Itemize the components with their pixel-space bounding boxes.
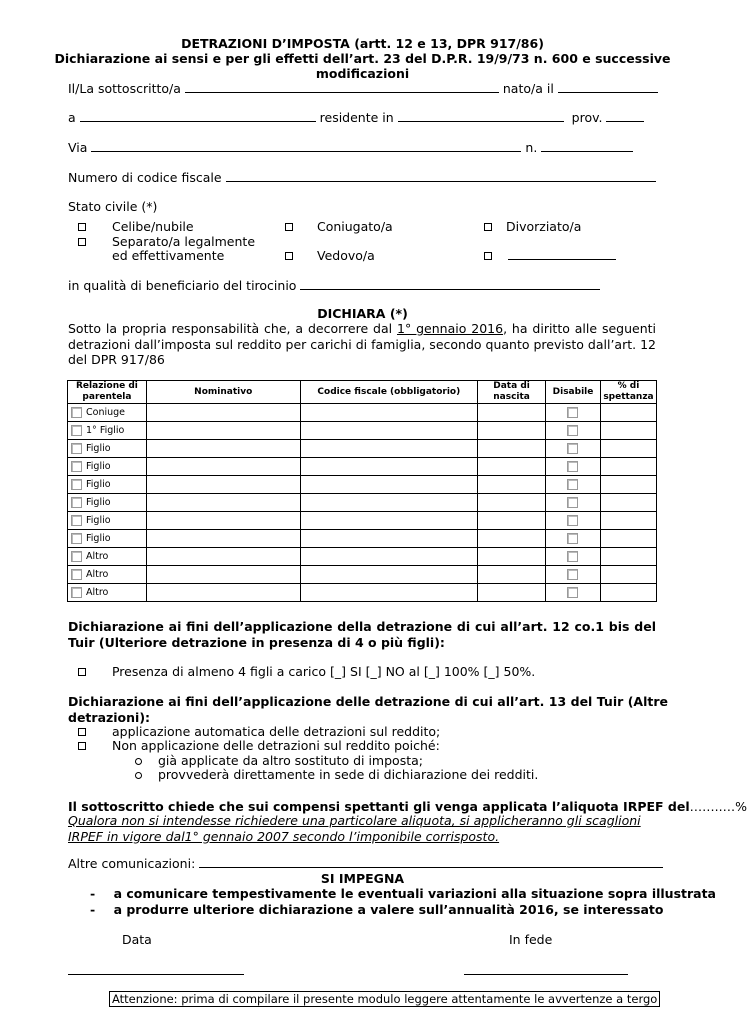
altre-row bbox=[68, 856, 663, 871]
checkbox-icon[interactable] bbox=[71, 443, 82, 454]
cell-relazione bbox=[68, 512, 147, 530]
checkbox-icon[interactable] bbox=[285, 252, 293, 260]
cell-nominativo[interactable] bbox=[146, 494, 300, 512]
relation-label: Altro bbox=[86, 551, 109, 562]
cell-spettanza[interactable] bbox=[600, 548, 656, 566]
dichiara-heading: DICHIARA (*) bbox=[317, 306, 408, 321]
cell-relazione bbox=[68, 584, 147, 602]
art13-sub1[interactable]: già applicate da altro sostituto di imposta; bbox=[135, 753, 423, 768]
header-relazione: Relazione di parentela bbox=[68, 381, 147, 404]
relation-label: Altro bbox=[86, 587, 109, 598]
stato-civile-label: Stato civile (*) bbox=[68, 199, 158, 214]
cell-nominativo[interactable] bbox=[146, 566, 300, 584]
disabile-checkbox-icon[interactable] bbox=[567, 461, 578, 472]
checkbox-icon[interactable] bbox=[78, 223, 86, 231]
data-label: Data bbox=[122, 932, 152, 947]
relation-label: Altro bbox=[86, 569, 109, 580]
prov-field[interactable] bbox=[606, 110, 644, 122]
residenza-field[interactable] bbox=[398, 110, 564, 122]
cell-spettanza[interactable] bbox=[600, 512, 656, 530]
prov-label: prov. bbox=[571, 110, 603, 125]
cell-data[interactable] bbox=[478, 494, 546, 512]
option-coniugato[interactable]: Coniugato/a bbox=[285, 219, 393, 234]
cell-spettanza[interactable] bbox=[600, 584, 656, 602]
a-label: a bbox=[68, 110, 76, 125]
attention-note: Attenzione: prima di compilare il presente modulo leggere attentamente le avvertenze a tergo bbox=[109, 991, 660, 1007]
cell-data[interactable] bbox=[478, 584, 546, 602]
disabile-checkbox-icon[interactable] bbox=[567, 479, 578, 490]
cell-relazione bbox=[68, 458, 147, 476]
cell-data[interactable] bbox=[478, 458, 546, 476]
altre-field[interactable] bbox=[199, 856, 663, 868]
qualita-label: in qualità di beneficiario del tirocinio bbox=[68, 278, 297, 293]
cell-disabile[interactable] bbox=[546, 584, 601, 602]
table-row bbox=[68, 548, 657, 566]
form-title: DETRAZIONI D’IMPOSTA (artt. 12 e 13, DPR 917/86) bbox=[181, 36, 544, 51]
altre-label: Altre comunicazioni: bbox=[68, 856, 196, 871]
form-subtitle: Dichiarazione ai sensi e per gli effetti dell’art. 23 del D.P.R. 19/9/73 n. 600 e successive modificazioni bbox=[54, 51, 671, 81]
cell-relazione bbox=[68, 548, 147, 566]
cell-disabile[interactable] bbox=[546, 566, 601, 584]
disabile-checkbox-icon[interactable] bbox=[567, 587, 578, 598]
circle-bullet-icon bbox=[135, 758, 142, 765]
nato-label: nato/a il bbox=[502, 81, 554, 96]
cell-data[interactable] bbox=[478, 548, 546, 566]
relation-label: Figlio bbox=[86, 443, 111, 454]
relation-label: Figlio bbox=[86, 479, 111, 490]
disabile-checkbox-icon[interactable] bbox=[567, 515, 578, 526]
cell-codice[interactable] bbox=[300, 476, 478, 494]
cell-data[interactable] bbox=[478, 422, 546, 440]
via-field[interactable] bbox=[91, 140, 521, 152]
cell-nominativo[interactable] bbox=[146, 512, 300, 530]
option-altro-stato[interactable] bbox=[484, 248, 616, 263]
checkbox-icon[interactable] bbox=[71, 461, 82, 472]
cell-nominativo[interactable] bbox=[146, 530, 300, 548]
cell-disabile[interactable] bbox=[546, 458, 601, 476]
cell-spettanza[interactable] bbox=[600, 566, 656, 584]
sottoscritto-field[interactable] bbox=[185, 81, 499, 93]
impegna-item2: - a produrre ulteriore dichiarazione a valere sull’annualità 2016, se interessato bbox=[90, 902, 664, 917]
infede-label: In fede bbox=[509, 932, 553, 947]
cell-nominativo[interactable] bbox=[146, 404, 300, 422]
checkbox-icon[interactable] bbox=[78, 728, 86, 736]
checkbox-icon[interactable] bbox=[285, 223, 293, 231]
irpef-note: Qualora non si intendesse richiedere una particolare aliquota, si applicheranno gli scaglioni IRPEF in vigore dal1° gennaio 2007 secondo l’imponibile corrisposto. bbox=[68, 813, 641, 844]
option-celibe[interactable]: Celibe/nubile bbox=[78, 219, 194, 234]
cell-codice[interactable] bbox=[300, 566, 478, 584]
irpef-row bbox=[68, 799, 747, 814]
n-label: n. bbox=[525, 140, 538, 155]
cell-relazione bbox=[68, 404, 147, 422]
checkbox-icon[interactable] bbox=[71, 533, 82, 544]
table-row bbox=[68, 422, 657, 440]
cell-data[interactable] bbox=[478, 440, 546, 458]
cell-codice[interactable] bbox=[300, 458, 478, 476]
cell-codice[interactable] bbox=[300, 530, 478, 548]
relation-label: Coniuge bbox=[86, 407, 126, 418]
data-field[interactable] bbox=[68, 974, 244, 975]
checkbox-icon[interactable] bbox=[71, 425, 82, 436]
cell-codice[interactable] bbox=[300, 494, 478, 512]
family-table bbox=[67, 380, 657, 602]
cell-relazione bbox=[68, 440, 147, 458]
firma-field[interactable] bbox=[464, 974, 628, 975]
cell-disabile[interactable] bbox=[546, 440, 601, 458]
cell-disabile[interactable] bbox=[546, 530, 601, 548]
cell-relazione bbox=[68, 566, 147, 584]
header-data: Data di nascita bbox=[478, 381, 546, 404]
checkbox-icon[interactable] bbox=[71, 407, 82, 418]
table-row bbox=[68, 404, 657, 422]
checkbox-icon[interactable] bbox=[78, 668, 86, 676]
cell-disabile[interactable] bbox=[546, 494, 601, 512]
cell-codice[interactable] bbox=[300, 404, 478, 422]
cell-nominativo[interactable] bbox=[146, 584, 300, 602]
tirocinio-field[interactable] bbox=[300, 278, 600, 290]
table-header-row bbox=[68, 381, 657, 404]
cell-relazione bbox=[68, 494, 147, 512]
art13-sub2[interactable]: provvederà direttamente in sede di dichiarazione dei redditi. bbox=[135, 767, 538, 782]
impegna-heading: SI IMPEGNA bbox=[320, 871, 405, 886]
option-divorziato[interactable]: Divorziato/a bbox=[484, 219, 581, 234]
art13-heading: Dichiarazione ai fini dell’applicazione delle detrazione di cui all’art. 13 del Tuir (Altre detrazioni): bbox=[68, 694, 668, 725]
cell-spettanza[interactable] bbox=[600, 476, 656, 494]
checkbox-icon[interactable] bbox=[71, 479, 82, 490]
residente-label: residente in bbox=[319, 110, 394, 125]
civico-field[interactable] bbox=[541, 140, 633, 152]
cell-nominativo[interactable] bbox=[146, 422, 300, 440]
cell-data[interactable] bbox=[478, 530, 546, 548]
header-nominativo: Nominativo bbox=[146, 381, 300, 404]
checkbox-icon[interactable] bbox=[71, 569, 82, 580]
art12bis-heading: Dichiarazione ai fini dell’applicazione della detrazione di cui all’art. 12 co.1 bis del Tuir (Ulteriore detrazione in presenza di 4 o più figli): bbox=[68, 619, 656, 650]
cell-disabile[interactable] bbox=[546, 512, 601, 530]
cell-codice[interactable] bbox=[300, 422, 478, 440]
disabile-checkbox-icon[interactable] bbox=[567, 497, 578, 508]
art13-item2[interactable]: Non applicazione delle detrazioni sul reddito poiché: bbox=[78, 738, 440, 753]
cf-field[interactable] bbox=[226, 170, 656, 182]
table-row bbox=[68, 440, 657, 458]
qualita-row bbox=[68, 278, 600, 293]
cell-disabile[interactable] bbox=[546, 404, 601, 422]
cf-label: Numero di codice fiscale bbox=[68, 170, 222, 185]
disabile-checkbox-icon[interactable] bbox=[567, 551, 578, 562]
cell-spettanza[interactable] bbox=[600, 494, 656, 512]
checkbox-icon[interactable] bbox=[71, 551, 82, 562]
cell-relazione bbox=[68, 530, 147, 548]
table-row bbox=[68, 476, 657, 494]
relation-label: Figlio bbox=[86, 461, 111, 472]
cell-spettanza[interactable] bbox=[600, 422, 656, 440]
cell-disabile[interactable] bbox=[546, 422, 601, 440]
dichiara-text: Sotto la propria responsabilità che, a decorrere dal 1° gennaio 2016, ha diritto alle seguenti detrazioni dall’imposta sul reddito per carichi di famiglia, secondo quanto previsto dall’art. 12 del DPR 917/86 bbox=[68, 321, 657, 367]
checkbox-icon[interactable] bbox=[71, 587, 82, 598]
disabile-checkbox-icon[interactable] bbox=[567, 425, 578, 436]
checkbox-icon[interactable] bbox=[71, 497, 82, 508]
header-disabile: Disabile bbox=[546, 381, 601, 404]
cell-relazione bbox=[68, 476, 147, 494]
relation-label: Figlio bbox=[86, 533, 111, 544]
circle-bullet-icon bbox=[135, 772, 142, 779]
header-spettanza: % di spettanza bbox=[600, 381, 656, 404]
relation-label: Figlio bbox=[86, 515, 111, 526]
relation-label: Figlio bbox=[86, 497, 111, 508]
cell-codice[interactable] bbox=[300, 440, 478, 458]
disabile-checkbox-icon[interactable] bbox=[567, 407, 578, 418]
cf-row bbox=[68, 170, 656, 185]
dichiara-date: 1° gennaio 2016 bbox=[397, 321, 504, 336]
header-codice: Codice fiscale (obbligatorio) bbox=[300, 381, 478, 404]
checkbox-icon[interactable] bbox=[484, 223, 492, 231]
luogo-nascita-field[interactable] bbox=[80, 110, 316, 122]
checkbox-icon[interactable] bbox=[484, 252, 492, 260]
luogo-row bbox=[68, 110, 644, 125]
cell-spettanza[interactable] bbox=[600, 440, 656, 458]
cell-nominativo[interactable] bbox=[146, 458, 300, 476]
disabile-checkbox-icon[interactable] bbox=[567, 443, 578, 454]
irpef-dots[interactable]: ……..…% bbox=[689, 799, 747, 814]
relation-label: 1° Figlio bbox=[86, 425, 125, 436]
art13-item1[interactable]: applicazione automatica delle detrazioni sul reddito; bbox=[78, 724, 440, 739]
cell-spettanza[interactable] bbox=[600, 530, 656, 548]
option-vedovo[interactable]: Vedovo/a bbox=[285, 248, 375, 263]
cell-nominativo[interactable] bbox=[146, 548, 300, 566]
cell-spettanza[interactable] bbox=[600, 458, 656, 476]
cell-relazione bbox=[68, 422, 147, 440]
irpef-text: Il sottoscritto chiede che sui compensi spettanti gli venga applicata l’aliquota IRPEF del bbox=[68, 799, 690, 814]
cell-data[interactable] bbox=[478, 404, 546, 422]
nato-field[interactable] bbox=[558, 81, 658, 93]
disabile-checkbox-icon[interactable] bbox=[567, 533, 578, 544]
table-row bbox=[68, 584, 657, 602]
cell-nominativo[interactable] bbox=[146, 476, 300, 494]
checkbox-icon[interactable] bbox=[78, 742, 86, 750]
checkbox-icon[interactable] bbox=[78, 238, 86, 246]
sottoscritto-label: Il/La sottoscritto/a bbox=[68, 81, 181, 96]
table-row bbox=[68, 530, 657, 548]
option-separato-line2: ed effettivamente bbox=[112, 248, 225, 263]
cell-data[interactable] bbox=[478, 476, 546, 494]
cell-codice[interactable] bbox=[300, 584, 478, 602]
cell-disabile[interactable] bbox=[546, 548, 601, 566]
disabile-checkbox-icon[interactable] bbox=[567, 569, 578, 580]
altro-stato-field[interactable] bbox=[508, 248, 616, 260]
option-separato[interactable]: Separato/a legalmente bbox=[78, 234, 255, 249]
via-row bbox=[68, 140, 633, 155]
checkbox-icon[interactable] bbox=[71, 515, 82, 526]
table-row bbox=[68, 494, 657, 512]
cell-data[interactable] bbox=[478, 566, 546, 584]
sottoscritto-row bbox=[68, 81, 658, 96]
via-label: Via bbox=[68, 140, 88, 155]
impegna-item1: - a comunicare tempestivamente le eventuali variazioni alla situazione sopra illustrata bbox=[90, 886, 716, 901]
art12bis-item[interactable]: Presenza di almeno 4 figli a carico [_] SI [_] NO al [_] 100% [_] 50%. bbox=[78, 664, 535, 679]
cell-codice[interactable] bbox=[300, 548, 478, 566]
table-row bbox=[68, 458, 657, 476]
table-row bbox=[68, 512, 657, 530]
cell-codice[interactable] bbox=[300, 512, 478, 530]
cell-spettanza[interactable] bbox=[600, 404, 656, 422]
cell-nominativo[interactable] bbox=[146, 440, 300, 458]
cell-data[interactable] bbox=[478, 512, 546, 530]
table-row bbox=[68, 566, 657, 584]
cell-disabile[interactable] bbox=[546, 476, 601, 494]
